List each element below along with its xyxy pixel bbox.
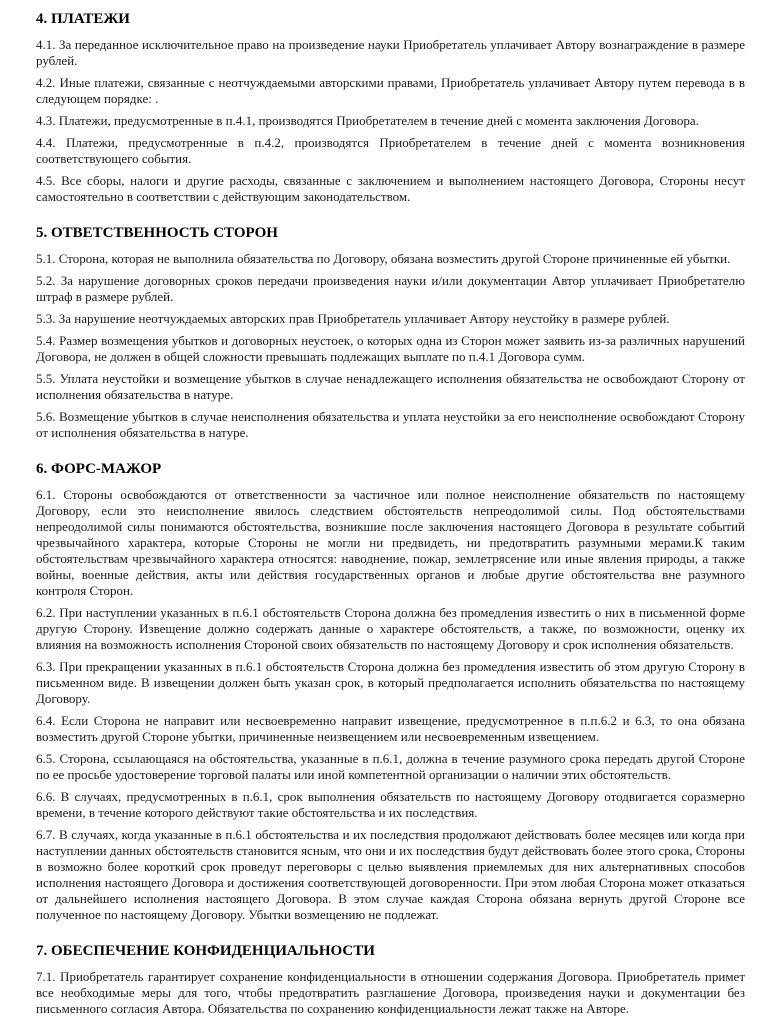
section-force-majeure-heading: 6. ФОРС-МАЖОР — [36, 461, 162, 477]
section-liability-heading: 5. ОТВЕТСТВЕННОСТЬ СТОРОН — [36, 225, 278, 241]
clause-6-1: 6.1. Стороны освобождаются от ответственности за частичное или полное неисполнение обязательств по настоящему Договору, если это неисполнение явилось следствием обстоятельств непреодолимой силы. Под обстоятельствами непреодолимой силы понимаются обстоятельства, возникшие после заключения настоящего Договора в результате событий чрезвычайного характера, которые Стороны не могли ни предвидеть, ни предотвратить разумными мерами.К таким обстоятельствам чрезвычайного характера относятся: наводнение, пожар, землетрясение или иные явления природы, а также войны, военные действия, акты или действия государственных органов и любые другие обстоятельства вне разумного контроля Сторон. — [36, 487, 745, 598]
clause-4-3: 4.3. Платежи, предусмотренные в п.4.1, производятся Приобретателем в течение дней с момента заключения Договора. — [36, 113, 699, 128]
clause-4-1: 4.1. За переданное исключительное право на произведение науки Приобретатель уплачивает Автору вознаграждение в размере рублей. — [36, 37, 745, 68]
clause-5-4: 5.4. Размер возмещения убытков и договорных неустоек, о которых одна из Сторон может заявить из-за различных нарушений Договора, не должен в общей сложности превышать подлежащих выплате по п.4.1 Договора сумм. — [36, 333, 745, 364]
section-payments-heading: 4. ПЛАТЕЖИ — [36, 11, 130, 27]
clause-4-2: 4.2. Иные платежи, связанные с неотчуждаемыми авторскими правами, Приобретатель уплачивает Автору путем перевода в в следующем порядке: . — [36, 75, 745, 106]
section-confidentiality-heading: 7. ОБЕСПЕЧЕНИЕ КОНФИДЕНЦИАЛЬНОСТИ — [36, 943, 375, 959]
clause-6-6: 6.6. В случаях, предусмотренных в п.6.1, срок выполнения обязательств по настоящему Договору отодвигается соразмерно времени, в течение которого действуют такие обстоятельства и их последствия. — [36, 789, 745, 820]
clause-5-5: 5.5. Уплата неустойки и возмещение убытков в случае ненадлежащего исполнения обязательства не освобождают Сторону от исполнения обязательства в натуре. — [36, 371, 745, 402]
clause-4-5: 4.5. Все сборы, налоги и другие расходы, связанные с заключением и выполнением настоящего Договора, Стороны несут самостоятельно в соответствии с действующим законодательством. — [36, 173, 745, 204]
clause-6-5: 6.5. Сторона, ссылающаяся на обстоятельства, указанные в п.6.1, должна в течение разумного срока передать другой Стороне по ее просьбе удостоверение торговой палаты или иной компетентной организации о наличии этих обстоятельств. — [36, 751, 745, 782]
clause-6-2: 6.2. При наступлении указанных в п.6.1 обстоятельств Сторона должна без промедления известить о них в письменной форме другую Сторону. Извещение должно содержать данные о характере обстоятельств, а также, по возможности, оценку их влияния на возможность исполнения Стороной своих обязательств по настоящему Договору и срок исполнения обязательств. — [36, 605, 745, 652]
clause-7-1: 7.1. Приобретатель гарантирует сохранение конфиденциальности в отношении содержания Договора. Приобретатель примет все необходимые меры для того, чтобы предотвратить разглашение Договора, произведения науки и документации без письменного согласия Автора. Обязательства по сохранению конфиденциальности лежат также на Авторе. — [36, 969, 745, 1016]
section-force-majeure — [36, 460, 745, 923]
clause-5-1: 5.1. Сторона, которая не выполнила обязательства по Договору, обязана возместить другой Стороне причиненные ей убытки. — [36, 251, 731, 266]
clause-6-3: 6.3. При прекращении указанных в п.6.1 обстоятельств Сторона должна без промедления известить об этом другую Сторону в письменном виде. В извещении должен быть указан срок, в который предполагается исполнить обязательства по настоящему Договору. — [36, 659, 745, 706]
clause-4-4: 4.4. Платежи, предусмотренные в п.4.2, производятся Приобретателем в течение дней с момента возникновения соответствующего события. — [36, 135, 745, 166]
clause-6-7: 6.7. В случаях, когда указанные в п.6.1 обстоятельства и их последствия продолжают действовать более месяцев или когда при наступлении данных обстоятельств становится ясным, что они и их последствия будут действовать более этого срока, Стороны в возможно более короткий срок проведут переговоры с целью выявления приемлемых для них альтернативных способов исполнения настоящего Договора и достижения соответствующей договоренности. При этом любая Сторона может отказаться от дальнейшего исполнения настоящего Договора. В этом случае каждая Сторона обязана вернуть другой Стороне все полученное по настоящему Договору. Убытки возмещению не подлежат. — [36, 827, 745, 922]
clause-5-6: 5.6. Возмещение убытков в случае неисполнения обязательства и уплата неустойки за его неисполнение освобождают Сторону от исполнения обязательства в натуре. — [36, 409, 745, 440]
section-payments — [36, 10, 745, 205]
section-liability — [36, 224, 745, 441]
clause-6-4: 6.4. Если Сторона не направит или несвоевременно направит извещение, предусмотренное в п.п.6.2 и 6.3, то она обязана возместить другой Стороне убытки, причиненные неизвещением или несвоевременным извещением. — [36, 713, 745, 744]
section-confidentiality — [36, 942, 745, 1017]
clause-5-2: 5.2. За нарушение договорных сроков передачи произведения науки и/или документации Автор уплачивает Приобретателю штраф в размере рублей. — [36, 273, 745, 304]
clause-5-3: 5.3. За нарушение неотчуждаемых авторских прав Приобретатель уплачивает Автору неустойку в размере рублей. — [36, 311, 670, 326]
